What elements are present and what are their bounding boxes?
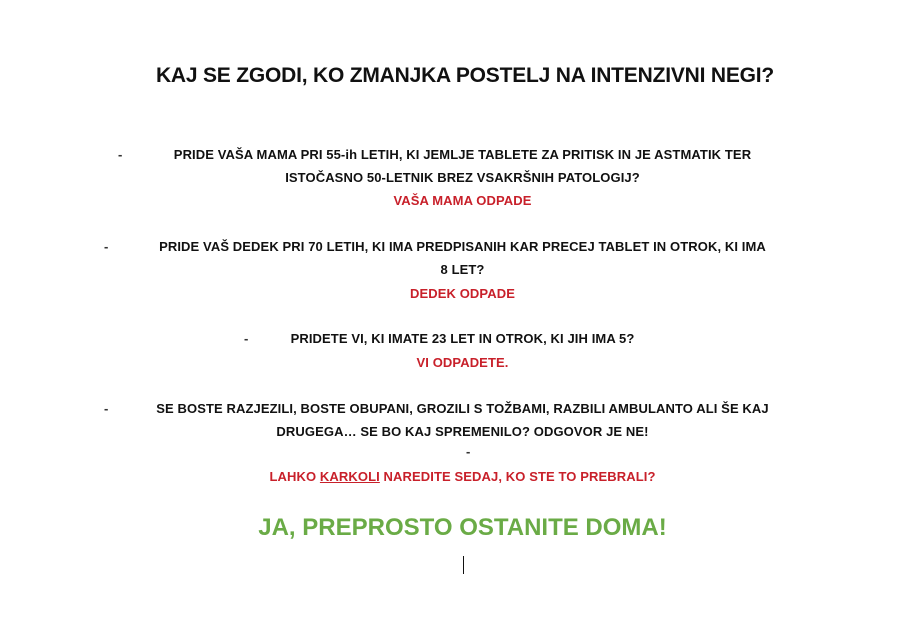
question-text-underlined: KARKOLI bbox=[319, 469, 380, 484]
question-text-before: LAHKO bbox=[269, 469, 320, 484]
bullet-dash: - bbox=[104, 239, 109, 254]
text-cursor bbox=[463, 556, 464, 574]
bullet-dash: - bbox=[118, 147, 123, 162]
item-1-line-2: ISTOČASNO 50-LETNIK BREZ VSAKRŠNIH PATOLOGIJ? bbox=[285, 170, 640, 185]
item-1-line-1: PRIDE VAŠA MAMA PRI 55-ih LETIH, KI JEMLJE TABLETE ZA PRITISK IN JE ASTMATIK TER bbox=[173, 147, 752, 162]
item-4-line-2: DRUGEGA… SE BO KAJ SPREMENILO? ODGOVOR JE NE! bbox=[276, 424, 649, 439]
item-2-line-2: 8 LET? bbox=[440, 262, 485, 277]
item-4-line-1: SE BOSTE RAZJEZILI, BOSTE OBUPANI, GROZILI S TOŽBAMI, RAZBILI AMBULANTO ALI ŠE KAJ bbox=[156, 401, 769, 416]
bullet-dash: - bbox=[466, 444, 471, 459]
item-2-line-1: PRIDE VAŠ DEDEK PRI 70 LETIH, KI IMA PREDPISANIH KAR PRECEJ TABLET IN OTROK, KI IMA bbox=[159, 239, 766, 254]
item-3-answer: VI ODPADETE. bbox=[416, 355, 509, 370]
bullet-dash: - bbox=[244, 331, 249, 346]
question-line bbox=[0, 469, 900, 484]
bullet-dash: - bbox=[104, 401, 109, 416]
item-3-line-1: PRIDETE VI, KI IMATE 23 LET IN OTROK, KI JIH IMA 5? bbox=[290, 331, 635, 346]
question-text-after: NAREDITE SEDAJ, KO STE TO PREBRALI? bbox=[379, 469, 656, 484]
item-1-answer: VAŠA MAMA ODPADE bbox=[393, 193, 532, 208]
page-title: KAJ SE ZGODI, KO ZMANJKA POSTELJ NA INTENZIVNI NEGI? bbox=[155, 64, 775, 87]
item-2-answer: DEDEK ODPADE bbox=[410, 286, 515, 301]
closing-message: JA, PREPROSTO OSTANITE DOMA! bbox=[258, 514, 667, 541]
